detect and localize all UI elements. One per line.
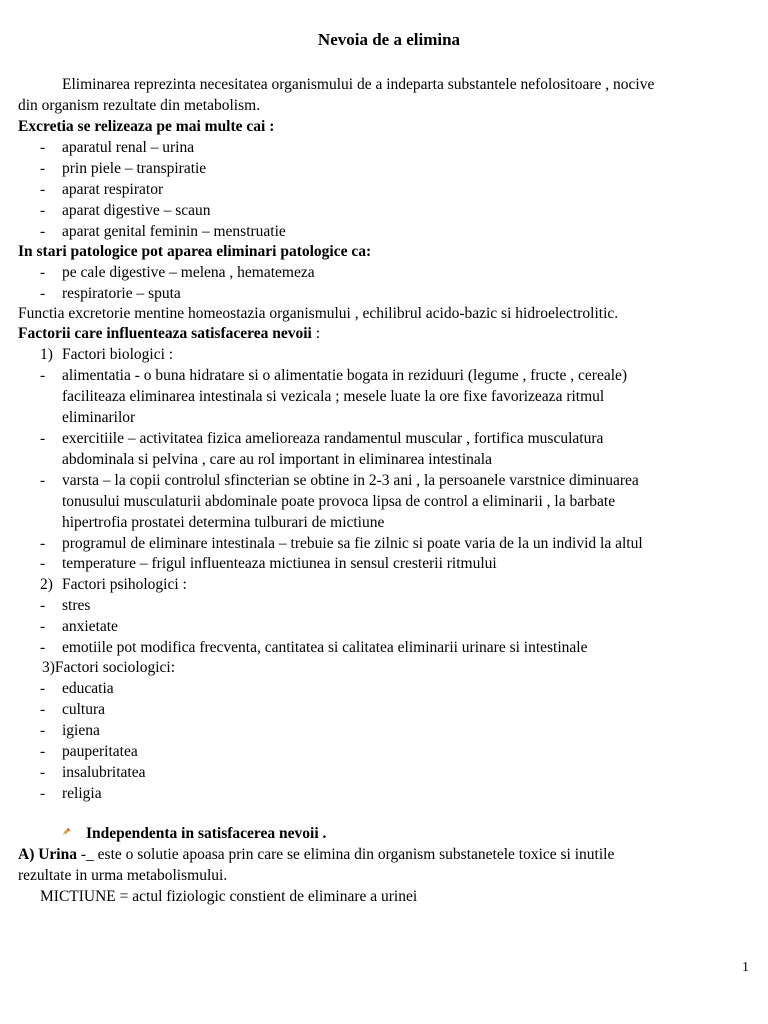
factorii-heading [18, 323, 320, 344]
list-item: pauperitatea [62, 743, 138, 760]
list-dash: - [40, 743, 46, 760]
list-dash: - [40, 680, 46, 697]
urina-line-1 [18, 844, 614, 865]
mictiune-definition: MICTIUNE = actul fiziologic constient de eliminare a urinei [40, 888, 418, 905]
list-item: religia [62, 785, 102, 802]
list-dash: - [40, 181, 46, 198]
urina-label: A) Urina [18, 846, 77, 863]
list-dash: - [40, 223, 46, 240]
factorii-heading-bold: Factorii care influenteaza satisfacerea nevoii [18, 325, 312, 342]
list-dash: - [40, 639, 46, 656]
page-title: Nevoia de a elimina [317, 30, 461, 49]
list-item: prin piele – transpiratie [62, 160, 207, 177]
pencil-bullet-icon [62, 827, 71, 836]
list-dash: - [40, 202, 46, 219]
list-dash: - [40, 285, 46, 302]
list-dash: - [40, 264, 46, 281]
list-dash: - [40, 535, 46, 552]
section-number: 2) [40, 576, 53, 593]
list-item-continued: abdominala si pelvina , care au rol important in eliminarea intestinala [62, 451, 492, 468]
list-item: respiratorie – sputa [62, 285, 181, 302]
list-dash: - [40, 367, 46, 384]
list-dash: - [40, 597, 46, 614]
independenta-heading: Independenta in satisfacerea nevoii . [86, 825, 327, 842]
list-dash: - [40, 701, 46, 718]
list-item: insalubritatea [62, 764, 146, 781]
list-item: alimentatia - o buna hidratare si o alimentatie bogata in reziduuri (legume , fructe , cereale) [62, 367, 628, 384]
list-item: temperature – frigul influenteaza mictiunea in sensul cresterii ritmului [62, 555, 497, 572]
list-item-continued: eliminarilor [62, 409, 136, 426]
list-dash: - [40, 472, 46, 489]
list-item: anxietate [62, 618, 118, 635]
list-item: pe cale digestive – melena , hematemeza [62, 264, 315, 281]
list-item: stres [62, 597, 91, 614]
list-dash: - [40, 785, 46, 802]
list-dash: - [40, 722, 46, 739]
biologici-label: Factori biologici : [62, 346, 174, 363]
list-item: aparat genital feminin – menstruatie [62, 223, 286, 240]
functia-paragraph: Functia excretorie mentine homeostazia organismului , echilibrul acido-bazic si hidroelectrolitic. [18, 305, 619, 322]
list-dash: - [40, 555, 46, 572]
list-dash: - [40, 160, 46, 177]
list-dash: - [40, 139, 46, 156]
list-item-continued: faciliteaza eliminarea intestinala si vezicala ; mesele luate la ore fixe favorizeaza ritmul [62, 388, 605, 405]
intro-line-1: Eliminarea reprezinta necesitatea organismului de a indeparta substantele nefolositoare , nocive [62, 76, 655, 93]
list-item: emotiile pot modifica frecventa, cantitatea si calitatea eliminarii urinare si intestinale [62, 639, 588, 656]
list-item: igiena [62, 722, 100, 739]
list-item: aparat digestive – scaun [62, 202, 211, 219]
urina-text-1: este o solutie apoasa prin care se elimina din organism substanetele toxice si inutile [97, 846, 615, 863]
list-dash: - [40, 764, 46, 781]
page-number: 1 [742, 960, 749, 975]
intro-line-2: din organism rezultate din metabolism. [18, 97, 261, 114]
section-number: 1) [40, 346, 53, 363]
factorii-heading-rest: : [311, 325, 321, 342]
patologice-heading: In stari patologice pot aparea eliminari patologice ca: [18, 243, 372, 260]
urina-dash: -_ [76, 846, 98, 863]
psihologici-label: Factori psihologici : [62, 576, 187, 593]
list-item-continued: hipertrofia prostatei determina tulburari de mictiune [62, 514, 385, 531]
excretia-heading: Excretia se relizeaza pe mai multe cai : [18, 118, 275, 135]
list-item: educatia [62, 680, 114, 697]
urina-line-2: rezultate in urma metabolismului. [18, 867, 228, 884]
list-dash: - [40, 430, 46, 447]
list-item: cultura [62, 701, 106, 718]
list-item: programul de eliminare intestinala – trebuie sa fie zilnic si poate varia de la un individ la altul [62, 535, 643, 552]
list-item-continued: tonusului musculaturii abdominale poate provoca lipsa de control a eliminarii , la barbate [62, 493, 616, 510]
list-item: varsta – la copii controlul sfincterian se obtine in 2-3 ani , la persoanele varstnice diminuarea [62, 472, 639, 489]
list-item: exercitiile – activitatea fizica amelioreaza randamentul muscular , fortifica musculatura [62, 430, 604, 447]
list-item: aparatul renal – urina [62, 139, 195, 156]
sociologici-label: 3)Factori sociologici: [42, 659, 176, 676]
list-dash: - [40, 618, 46, 635]
list-item: aparat respirator [62, 181, 164, 198]
